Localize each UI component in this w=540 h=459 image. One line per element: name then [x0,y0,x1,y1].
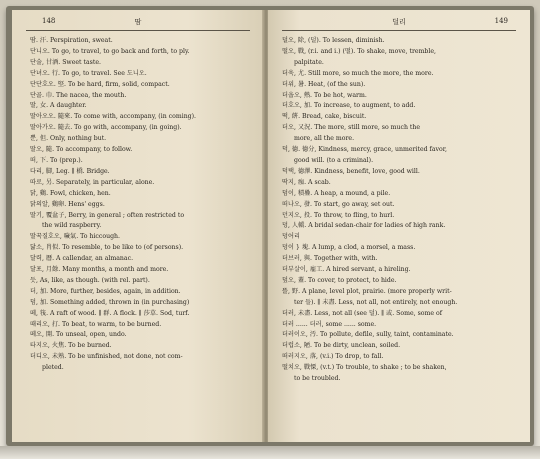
dictionary-line: 딸꾹질호오, 噦氣. To hiccough. [30,233,120,241]
dictionary-line: 떠러지오, 落, (v.i.) To drop, to fall. [282,353,384,361]
dictionary-line: 딸아오오. 隨來. To come with, accompany, (in coming). [30,113,197,121]
right-page-number: 149 [494,17,508,25]
dictionary-line: 타지오, 火焦. To be burned. [30,342,112,350]
right-page [268,10,530,442]
dictionary-line: 덤이, 積疊. A heap, a mound, a pile. [282,189,391,197]
dictionary-line: 떠나오, 發. To start, go away, set out. [282,200,395,208]
dictionary-line: 더욱, 尤. Still more, so much the more, the more. [282,69,434,77]
dictionary-line: 땀. 汗. Perspiration, sweat. [30,37,113,44]
dictionary-line: 때리오, 打. To beat, to warm, to be burned. [30,320,162,328]
dictionary-line: 다리, 脚, Leg. ∥ 橋. Bridge. [30,167,110,175]
left-page-header [26,16,250,31]
dictionary-line: 더러이오, 汚. To pollute, defile, sully, taint, contaminate. [282,331,454,339]
dictionary-line: 딸오, 隨. To accompany, to follow. [30,146,133,154]
dictionary-line: 딸아가오. 隨去. To go with, accompany, (in going). [30,124,182,132]
dictionary-line: 덩이 } 塊. A lump, a clod, a morsel, a mass. [282,244,416,252]
dictionary-line: 덮오, 蓋. To cover, to protect, to hide. [282,276,397,284]
dictionary-line: 단골. 巾. The nacea, the mouth. [30,91,127,99]
dictionary-line: more, all the more. [294,135,355,143]
dictionary-line: 달력, 曆. A callendar, an almanac. [30,255,134,263]
dictionary-line: 더디오, 未熟. To be unfinished, not done, not com- [30,353,183,361]
dictionary-line: 떼, 筏. A raft of wood. ∥ 群. A flock. ∥ 莎草. Sod, turf. [30,309,190,317]
dictionary-line: 더브러, 與. Together with, with. [282,255,378,263]
dictionary-line: 더오, 又況. The more, still more, so much the [282,124,421,132]
right-running-head: 덜리 [392,18,406,26]
dictionary-line: the wild raspberry. [42,222,102,230]
dictionary-line: 듯, As, like, as though. (with rel. part). [30,276,150,284]
dictionary-line: 덩어리 [282,233,300,241]
dictionary-line: palpitate. [294,58,324,66]
dictionary-line: 덩, 人轎. A bridal sedan-chair for ladies of high rank. [282,222,446,230]
dictionary-line: 닭의알, 鷄卵. Hens' eggs. [30,200,105,208]
dictionary-line: 던지오, 投. To throw, to fling, to hurl. [282,211,395,219]
dictionary-line: 떨오, 戰, (r.i. and i.) (떨). To shake, move, tremble, [282,47,437,55]
left-page-number: 148 [42,17,56,25]
left-running-head: 땀 [134,18,142,26]
dictionary-line: 더러 ...... 더러, some ...... some. [282,320,377,328]
dictionary-line: to be troubled. [294,375,341,383]
dictionary-line: 더, 加. More, further, besides, again, in addition. [30,287,181,295]
dictionary-line: 더웁오, 熱. To be hot, warm. [282,91,367,99]
dictionary-line: 더러, 未盡. Less, not all (see 덜). ∥ 或. Some, some of [282,309,443,317]
dictionary-line: ter 들). ∥ 未盡. Less, not all, not entirely, not enough. [294,298,458,306]
dictionary-line: 닮소, 肖似. To resemble, to be like to (of persons). [30,244,184,252]
dictionary-line: 닭, 鷄. Fowl, chicken, hen. [30,189,111,197]
dictionary-line: 덕택, 德澤. Kindness, benefit, love, good will. [282,167,420,175]
dictionary-line: pleted. [42,364,64,372]
dictionary-line: 덕, 德. 德分, Kindness, mercy, grace, unmerited favor, [282,146,447,154]
dictionary-line: 더럽소, 陋. To be dirty, unclean, soiled. [282,342,401,350]
dictionary-line: 단녀오. 行. To go, to travel. See 도니오. [30,69,147,77]
dictionary-line: 달포, 月餘. Many months, a month and more. [30,266,169,274]
right-page-entries [282,36,516,385]
dictionary-line: 떡, 餠. Bread, cake, biscuit. [282,113,367,121]
dictionary-line: 뜰, 野. A plane, level plot, prairie. (more properly writ- [282,287,452,295]
dictionary-line: 떼오, 開. To unseal, open, undo. [30,331,127,339]
dictionary-line: 떠, 下. To (prep.). [30,156,83,164]
dictionary-line: good will. (to a criminal). [294,156,374,164]
dictionary-line: 더위, 暑. Heat, (of the sun). [282,80,366,88]
table-surface [0,446,540,459]
left-page [12,10,264,442]
dictionary-line: 뿐, 但. Only, nothing but. [30,135,107,143]
dictionary-line: 더부살이, 雇工. A hired servant, a hireling. [282,266,411,274]
dictionary-line: 딸, 女. A daughter. [30,102,87,110]
dictionary-line: 떨치오, 戰慄, (v.t.) To trouble, to shake ; to be shaken, [282,364,447,372]
dictionary-line: 덤, 加. Something added, thrown in (in purchasing) [30,298,190,306]
right-page-header [282,16,516,31]
dictionary-line: 단니오. To go, to travel, to go back and forth, to ply. [30,47,190,55]
dictionary-line: 따로, 另. Separately, in particular, alone. [30,178,155,186]
dictionary-line: 단술, 甘酒. Sweet taste. [30,58,101,66]
dictionary-line: 더호오, 加. To increase, to augment, to add. [282,102,416,110]
left-page-entries [30,36,254,374]
dictionary-line: 딱지, 痂. A scab. [282,178,331,186]
dictionary-line: 딸기, 覆盆子, Berry, in general ; often restricted to [30,211,185,219]
dictionary-line: 덜오, 除, (덜). To lessen, diminish. [282,37,385,44]
dictionary-line: 단단호오. 堅. To be hard, firm, solid, compact. [30,80,170,88]
